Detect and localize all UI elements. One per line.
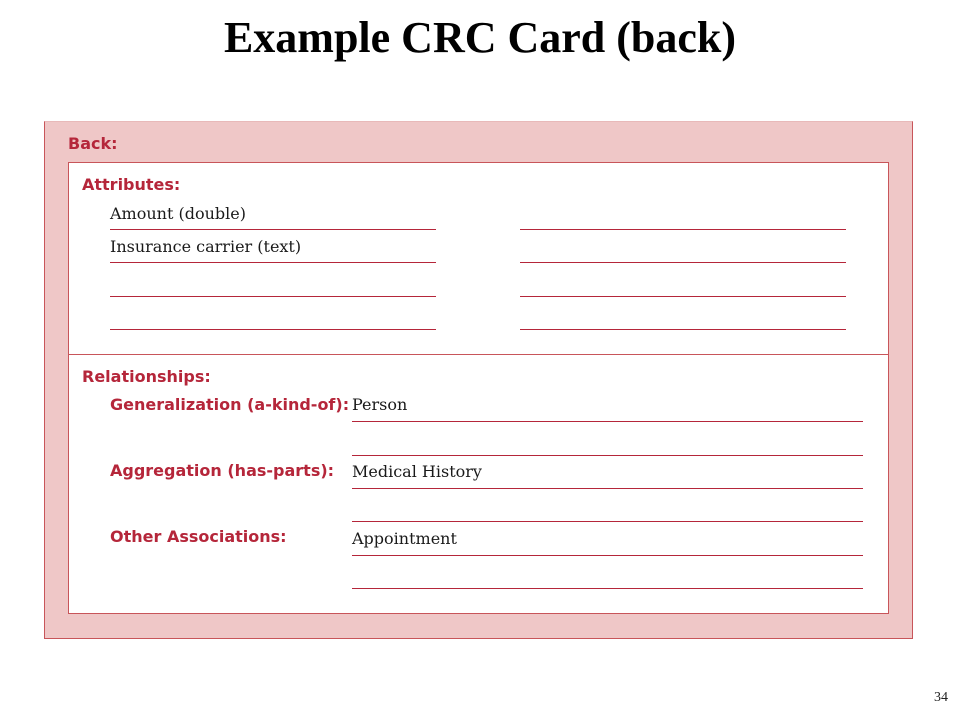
- attribute-line: [110, 262, 436, 263]
- relationship-line: [352, 455, 863, 456]
- attribute-line: [110, 229, 436, 230]
- attribute-entry: Amount (double): [110, 204, 246, 223]
- page-number: 34: [934, 690, 948, 705]
- relationship-line: [352, 588, 863, 589]
- other-associations-value: Appointment: [352, 529, 457, 548]
- other-associations-label: Other Associations:: [110, 527, 287, 546]
- card-inner-panel: [68, 162, 889, 614]
- attributes-heading: Attributes:: [82, 175, 181, 194]
- attribute-line: [520, 229, 846, 230]
- aggregation-value: Medical History: [352, 462, 482, 481]
- relationship-line: [352, 555, 863, 556]
- attribute-line: [520, 329, 846, 330]
- relationship-line: [352, 521, 863, 522]
- generalization-value: Person: [352, 395, 408, 414]
- generalization-label: Generalization (a-kind-of):: [110, 395, 350, 414]
- crc-card-back: [44, 121, 913, 639]
- relationship-line: [352, 488, 863, 489]
- attribute-line: [110, 329, 436, 330]
- relationships-heading: Relationships:: [82, 367, 211, 386]
- attribute-line: [110, 296, 436, 297]
- attribute-line: [520, 296, 846, 297]
- attribute-entry: Insurance carrier (text): [110, 237, 302, 256]
- aggregation-label: Aggregation (has-parts):: [110, 461, 335, 480]
- relationship-line: [352, 421, 863, 422]
- section-divider: [69, 354, 888, 355]
- card-side-label: Back:: [68, 134, 118, 153]
- slide-title: Example CRC Card (back): [223, 13, 737, 62]
- attribute-line: [520, 262, 846, 263]
